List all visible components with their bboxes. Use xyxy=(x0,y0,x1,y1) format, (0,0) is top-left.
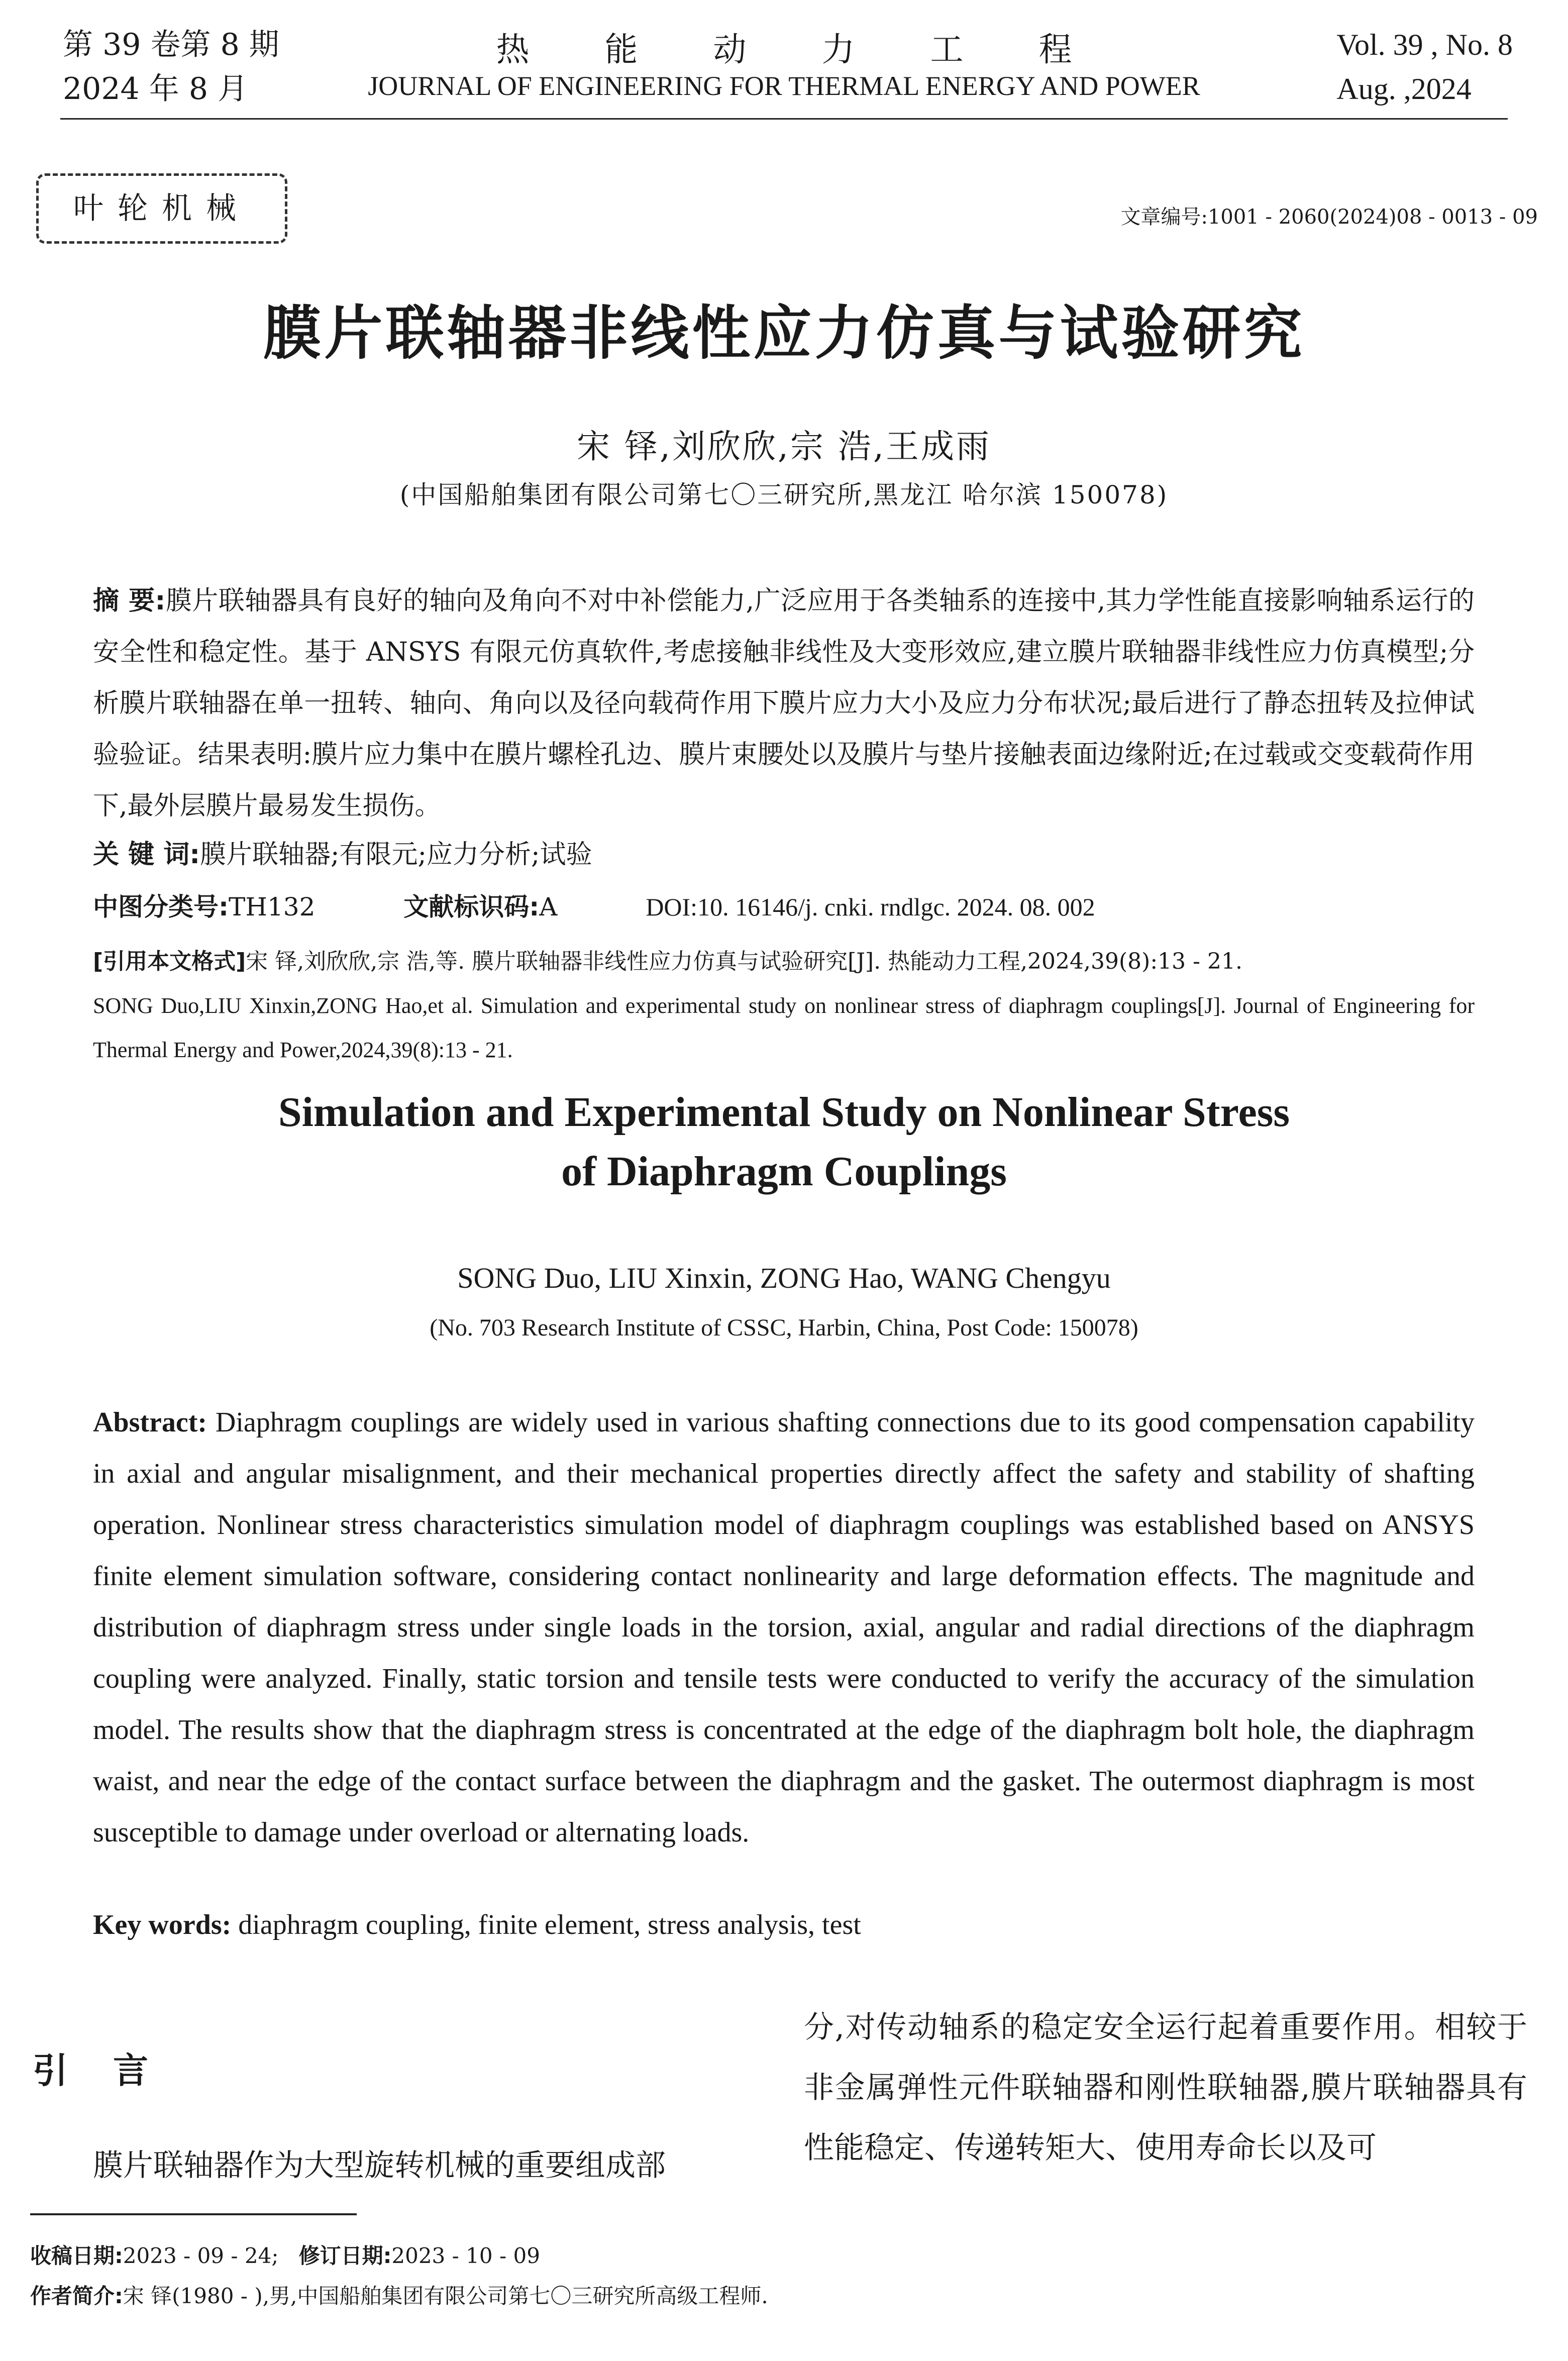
classification-row xyxy=(93,884,1475,930)
keywords-cn-text: 膜片联轴器;有限元;应力分析;试验 xyxy=(200,840,592,870)
title-en xyxy=(0,1083,1568,1201)
clc-label: 中图分类号: xyxy=(93,892,229,921)
abstract-cn-text: 膜片联轴器具有良好的轴向及角向不对中补偿能力,广泛应用于各类轴系的连接中,其力学性能直接影响轴系运行的安全性和稳定性。基于 ANSYS 有限元仿真软件,考虑接触非线性及大变形效应,建立膜片联轴器非线性应力仿真模型;分析膜片联轴器在单一扭转、轴向、角向以及径向载荷作用下膜片应力大小及应力分布状况;最后进行了静态扭转及拉伸试验验证。结果表明:膜片应力集中在膜片螺栓孔边、膜片束腰处以及膜片与垫片接触表面边缘附近;在过载或交变载荷作用下,最外层膜片最易发生损伤。 xyxy=(93,586,1475,821)
body-text-right: 分,对传动轴系的稳定安全运行起着重要作用。相较于非金属弹性元件联轴器和刚性联轴器,膜片联轴器具有性能稳定、传递转矩大、使用寿命长以及可 xyxy=(804,2010,1527,2166)
footnote-rule xyxy=(30,2213,357,2215)
title-en-line1: Simulation and Experimental Study on Nonlinear Stress xyxy=(278,1089,1290,1136)
title-cn: 膜片联轴器非线性应力仿真与试验研究 xyxy=(263,299,1305,367)
volume-issue-en xyxy=(1336,23,1513,111)
footnote-dates xyxy=(30,2236,1512,2276)
authors-cn: 宋 铎,刘欣欣,宗 浩,王成雨 xyxy=(577,427,991,466)
affiliation-cn: (中国船舶集团有限公司第七〇三研究所,黑龙江 哈尔滨 150078) xyxy=(399,480,1169,509)
citation-cn: 宋 铎,刘欣欣,宗 浩,等. 膜片联轴器非线性应力仿真与试验研究[J]. 热能动力工程,2024,39(8):13 - 21. xyxy=(246,949,1242,974)
title-en-line2: of Diaphragm Couplings xyxy=(561,1148,1007,1195)
footnote-author xyxy=(30,2276,1512,2316)
body-text-left: 膜片联轴器作为大型旋转机械的重要组成部 xyxy=(93,2148,666,2183)
citation-label: [引用本文格式] xyxy=(93,949,246,974)
doc-code xyxy=(403,892,557,921)
abstract-en-label: Abstract: xyxy=(93,1407,207,1438)
revised-label: 修订日期: xyxy=(298,2243,392,2268)
keywords-en xyxy=(93,1899,1475,1951)
section-heading-introduction: 引言 xyxy=(33,2050,193,2091)
journal-name-en: JOURNAL OF ENGINEERING FOR THERMAL ENERGY AND POWER xyxy=(368,71,1200,101)
volume-line: 第 39 卷第 8 期 xyxy=(63,27,279,62)
date-line-en: Aug. ,2024 xyxy=(1336,72,1472,106)
date-line: 2024 年 8 月 xyxy=(63,71,248,107)
authors-en: SONG Duo, LIU Xinxin, ZONG Hao, WANG Chengyu xyxy=(457,1262,1111,1294)
keywords-cn xyxy=(93,829,1475,880)
abstract-cn-label: 摘 要: xyxy=(93,586,166,616)
volume-line-en: Vol. 39 , No. 8 xyxy=(1336,28,1513,61)
clc xyxy=(93,892,315,921)
journal-name-cn: 热能动力工程 xyxy=(496,30,1147,69)
column-tag xyxy=(36,173,287,244)
keywords-en-label: Key words: xyxy=(93,1909,232,1940)
received-date: 2023 - 09 - 24; xyxy=(123,2243,279,2268)
keywords-en-text: diaphragm coupling, finite element, stress analysis, test xyxy=(231,1909,861,1940)
affiliation-en: (No. 703 Research Institute of CSSC, Harbin, China, Post Code: 150078) xyxy=(430,1314,1138,1341)
article-number: 文章编号:1001 - 2060(2024)08 - 0013 - 09 xyxy=(1120,206,1538,229)
author-bio-label: 作者简介: xyxy=(30,2284,123,2308)
abstract-cn xyxy=(93,575,1475,832)
doc-code-value: A xyxy=(539,892,558,921)
header-rule xyxy=(60,118,1508,120)
keywords-cn-label: 关 键 词: xyxy=(93,840,200,870)
citation-en: SONG Duo,LIU Xinxin,ZONG Hao,et al. Simulation and experimental study on nonlinear stress of diaphragm couplings[J]. Journal of Engineering for Thermal Energy and Power,2024,39(8):13 - 21. xyxy=(93,993,1475,1062)
doc-code-label: 文献标识码: xyxy=(403,892,540,921)
received-label: 收稿日期: xyxy=(30,2243,123,2268)
author-bio-text: 宋 铎(1980 - ),男,中国船舶集团有限公司第七〇三研究所高级工程师. xyxy=(123,2284,768,2308)
doi: DOI:10. 16146/j. cnki. rndlgc. 2024. 08. 002 xyxy=(646,893,1095,921)
clc-value: TH132 xyxy=(229,892,316,921)
column-tag-label: 叶轮机械 xyxy=(73,191,250,226)
citation-block xyxy=(93,940,1475,1072)
abstract-en xyxy=(93,1397,1475,1858)
revised-date: 2023 - 10 - 09 xyxy=(391,2243,540,2268)
abstract-en-text: Diaphragm couplings are widely used in various shafting connections due to its good compensation capability in axial and angular misalignment, and their mechanical properties directly affect the safety and stability of shafting operation. Nonlinear stress characteristics simulation model of diaphragm couplings was established based on ANSYS finite element simulation software, considering contact nonlinearity and large deformation effects. The magnitude and distribution of diaphragm stress under single loads in the torsion, axial, angular and radial directions of the diaphragm coupling were analyzed. Finally, static torsion and tensile tests were conducted to verify the accuracy of the simulation model. The results show that the diaphragm stress is concentrated at the edge of the diaphragm bolt hole, the diaphragm waist, and near the edge of the contact surface between the diaphragm and the gasket. The outermost diaphragm is most susceptible to damage under overload or alternating loads. xyxy=(93,1407,1475,1848)
